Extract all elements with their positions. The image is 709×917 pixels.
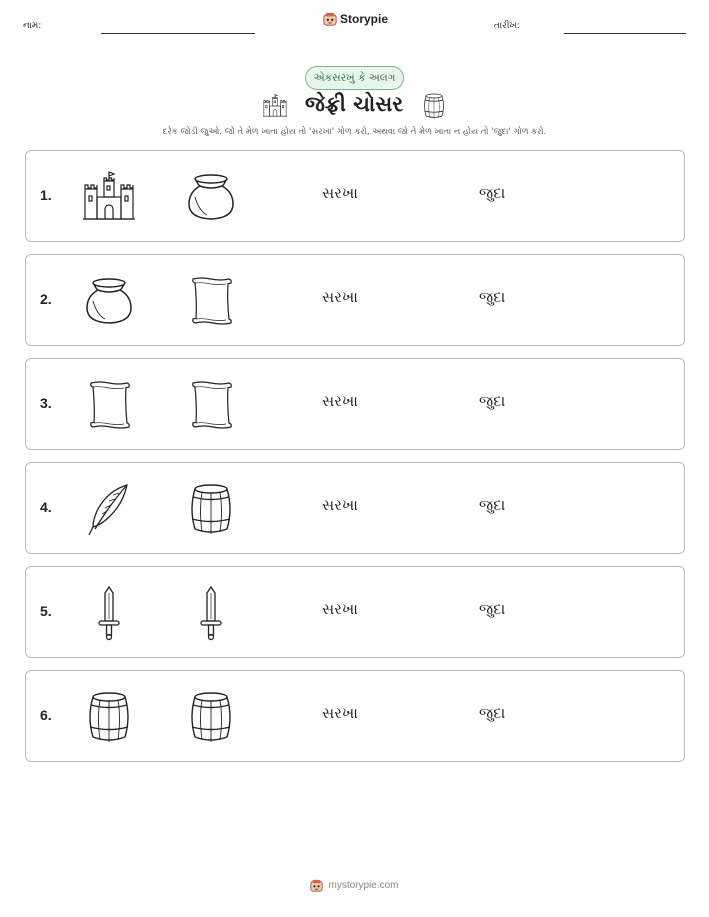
- storypie-logo-icon: [310, 879, 323, 892]
- quill-icon: [81, 481, 137, 537]
- option-different[interactable]: જુદા: [479, 600, 506, 618]
- question-row: [25, 358, 685, 450]
- name-line: [101, 33, 255, 34]
- option-different[interactable]: જુદા: [479, 392, 506, 410]
- scroll-icon: [183, 273, 239, 329]
- page-title: જેફ્રી ચોસર: [305, 92, 404, 116]
- question-row: [25, 254, 685, 346]
- question-row: [25, 462, 685, 554]
- brand: [323, 12, 388, 26]
- castle-icon: [81, 169, 137, 225]
- option-same[interactable]: સરખા: [322, 704, 358, 722]
- question-number: 1.: [40, 187, 52, 203]
- pot-icon: [183, 169, 239, 225]
- barrel-icon: [81, 689, 137, 745]
- castle-icon: [259, 93, 291, 119]
- option-different[interactable]: જુદા: [479, 184, 506, 202]
- brand-name: Storypie: [340, 12, 389, 26]
- storypie-logo-icon: [323, 12, 337, 26]
- option-same[interactable]: સરખા: [322, 184, 358, 202]
- question-number: 3.: [40, 395, 52, 411]
- option-same[interactable]: સરખા: [322, 392, 358, 410]
- sword-icon: [183, 585, 239, 641]
- question-number: 4.: [40, 499, 52, 515]
- barrel-icon: [183, 689, 239, 745]
- option-different[interactable]: જુદા: [479, 704, 506, 722]
- question-row: [25, 150, 685, 242]
- option-same[interactable]: સરખા: [322, 496, 358, 514]
- question-number: 6.: [40, 707, 52, 723]
- option-different[interactable]: જુદા: [479, 496, 506, 514]
- barrel-icon: [183, 481, 239, 537]
- question-row: [25, 670, 685, 762]
- question-list: [25, 150, 685, 774]
- name-label: નામ:: [23, 21, 42, 31]
- option-same[interactable]: સરખા: [322, 600, 358, 618]
- instructions: દરેક જોડી જુઓ. જો તે મેળ ખાતા હોય તો 'સરખા' ગોળ કરો, અથવા જો તે મેળ ખાતા ન હોય તો 'જુદા' ગોળ કરો.: [162, 127, 547, 137]
- option-different[interactable]: જુદા: [479, 288, 506, 306]
- worksheet-header: [0, 0, 709, 50]
- question-row: [25, 566, 685, 658]
- scroll-icon: [81, 377, 137, 433]
- date-label: તારીખ:: [494, 21, 520, 31]
- footer: [0, 879, 709, 892]
- date-line: [564, 33, 686, 34]
- footer-site: mystorypie.com: [328, 880, 399, 891]
- option-same[interactable]: સરખા: [322, 288, 358, 306]
- scroll-icon: [183, 377, 239, 433]
- title-row: [0, 90, 709, 122]
- barrel-icon: [420, 90, 448, 122]
- question-number: 2.: [40, 291, 52, 307]
- pot-icon: [81, 273, 137, 329]
- question-number: 5.: [40, 603, 52, 619]
- worksheet-tag: એકસરખું કે અલગ: [305, 66, 404, 90]
- sword-icon: [81, 585, 137, 641]
